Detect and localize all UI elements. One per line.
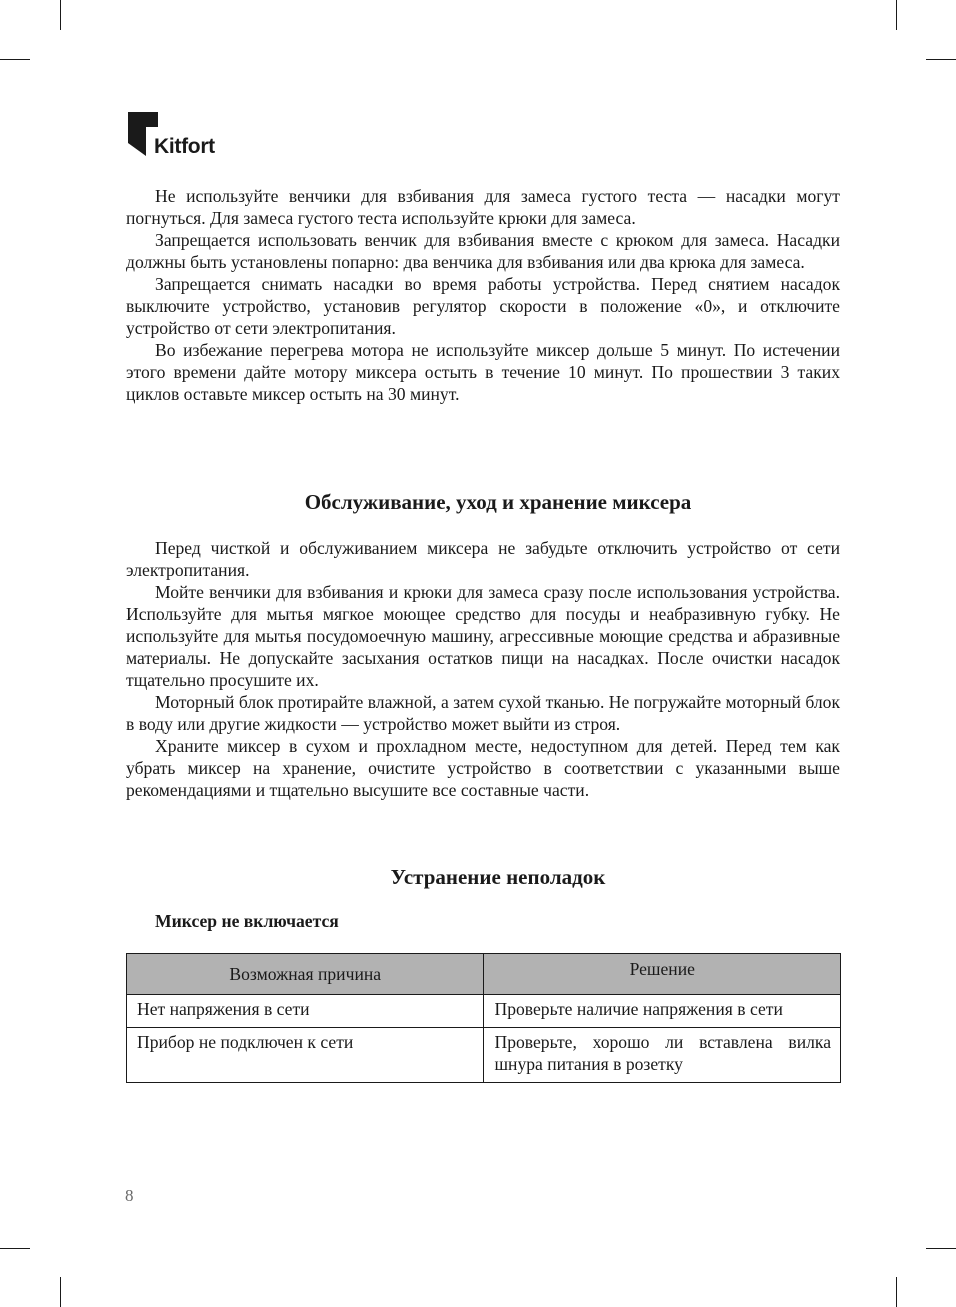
crop-mark [60,1277,61,1307]
troubleshooting-title: Устранение неполадок [390,865,606,889]
paragraph: Во избежание перегрева мотора не используйте миксер дольше 5 минут. По истечении этого времени дайте мотору миксера остыть в течение 10 минут. По прошествии 3 таких циклов оставьте миксер остыть на 30 минут. [126,340,840,404]
paragraph: Храните миксер в сухом и прохладном месте, недоступном для детей. Перед тем как убрать миксер на хранение, очистите устройство в соответствии с указанными выше рекомендациями и тщательно высушите все составные части. [126,736,840,800]
table-cell: Прибор не подключен к сети [127,1028,484,1083]
paragraph: Моторный блок протирайте влажной, а затем сухой тканью. Не погружайте моторный блок в воду или другие жидкости — устройство может выйти из строя. [126,692,840,734]
paragraph: Мойте венчики для взбивания и крюки для замеса сразу после использования устройства. Используйте для мытья мягкое моющее средство для посуды и неабразивную губку. Не используйте для мытья посудомоечную машину, агрессивные моющие средства и абразивные материалы. Не допускайте засыхания остатков пищи на насадках. После очистки насадок тщательно просушите их. [126,582,840,690]
crop-mark [896,1277,897,1307]
crop-mark [926,59,956,60]
crop-mark [0,59,30,60]
kitfort-logo [126,109,246,159]
column-header-solution: Решение [484,954,841,995]
problem-title: Миксер не включается [155,911,339,931]
paragraph: Не используйте венчики для взбивания для замеса густого теста — насадки могут погнуться. Для замеса густого теста используйте крюки для замеса. [126,186,840,228]
crop-mark [896,0,897,30]
crop-mark [926,1248,956,1249]
table-row [127,1028,841,1083]
crop-mark [60,0,61,30]
paragraph: Запрещается использовать венчик для взбивания вместе с крюком для замеса. Насадки должны быть установлены попарно: два венчика для взбивания или два крюка для замеса. [126,230,840,272]
table-row [127,995,841,1028]
table-cell: Проверьте наличие напряжения в сети [484,995,841,1028]
table-cell: Нет напряжения в сети [127,995,484,1028]
page-number: 8 [125,1186,134,1205]
column-header-cause: Возможная причина [127,954,484,995]
care-section-title: Обслуживание, уход и хранение миксера [304,490,692,514]
care-section-text [126,537,840,801]
troubleshooting-table [126,953,841,1083]
paragraph: Перед чисткой и обслуживанием миксера не забудьте отключить устройство от сети электропитания. [126,538,840,580]
table-header-row [127,954,841,995]
table-cell: Проверьте, хорошо ли вставлена вилка шнура питания в розетку [484,1028,841,1083]
paragraph: Запрещается снимать насадки во время работы устройства. Перед снятием насадок выключите устройство, установив регулятор скорости в положение «0», и отключите устройство от сети электропитания. [126,274,840,338]
intro-text [126,185,840,405]
logo-text: Kitfort [154,135,215,158]
crop-mark [0,1248,30,1249]
